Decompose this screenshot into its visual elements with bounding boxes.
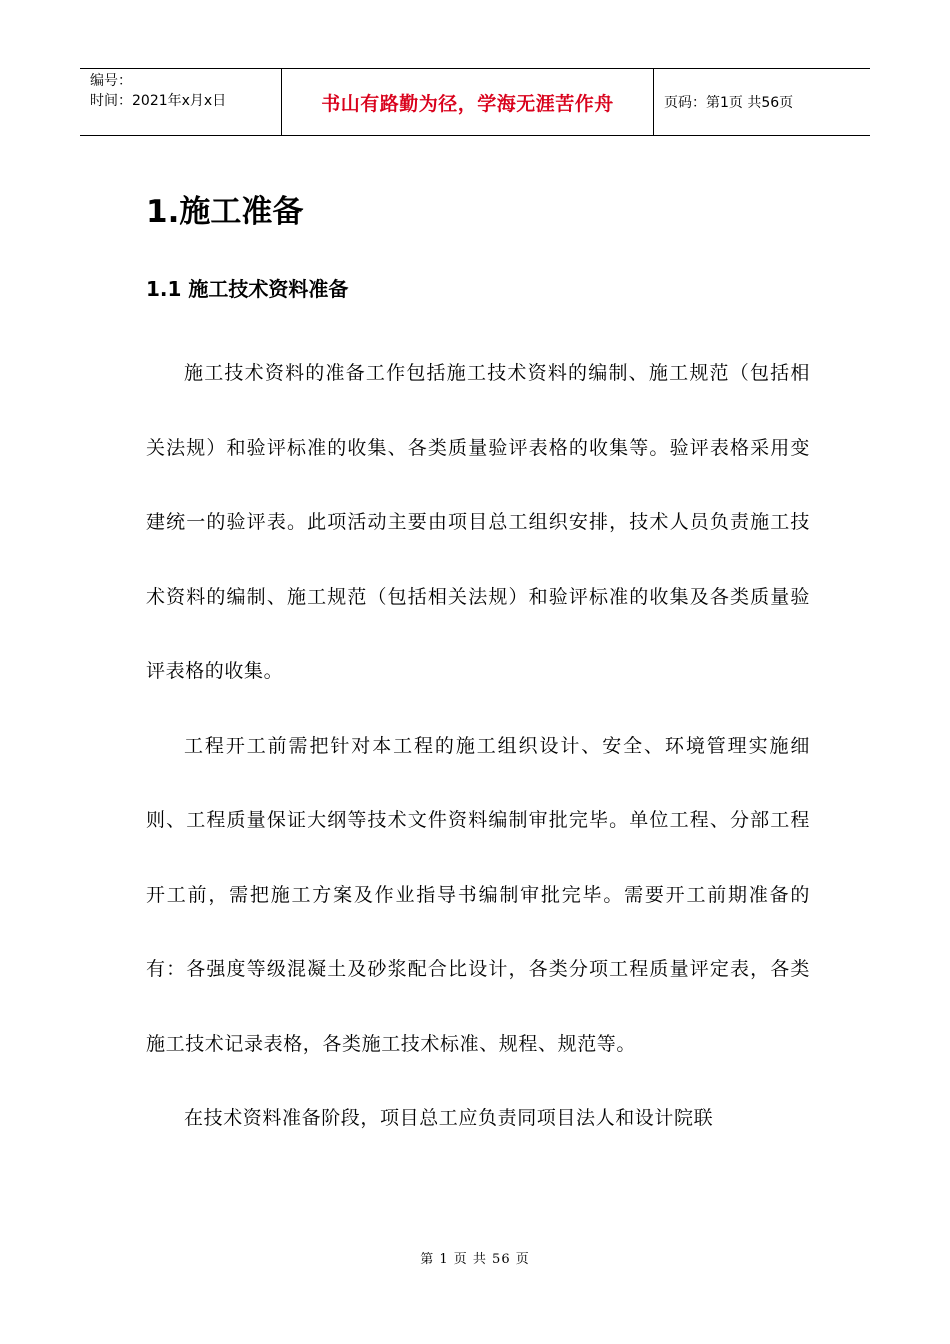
header-page-number: 页码：第1页 共56页 (664, 95, 794, 111)
paragraph: 施工技术资料的准备工作包括施工技术资料的编制、施工规范（包括相关法规）和验评标准的收集、各类质量验评表格的收集等。验评表格采用变建统一的验评表。此项活动主要由项目总工组织安排，技术人员负责施工技术资料的编制、施工规范（包括相关法规）和验评标准的收集及各类质量验评表格的收集。 (146, 362, 810, 682)
section-heading: 1.施工准备 (146, 194, 304, 230)
body-text (146, 336, 810, 1156)
page-footer: 第 1 页 共 56 页 (420, 1252, 530, 1267)
document-number-label: 编号： (90, 73, 132, 89)
subsection-heading: 1.1 施工技术资料准备 (146, 277, 349, 301)
header-motto: 书山有路勤为径，学海无涯苦作舟 (282, 69, 654, 135)
header-info-cell (80, 69, 282, 135)
paragraph: 在技术资料准备阶段，项目总工应负责同项目法人和设计院联 (184, 1107, 714, 1129)
paragraph: 工程开工前需把针对本工程的施工组织设计、安全、环境管理实施细则、工程质量保证大纲等技术文件资料编制审批完毕。单位工程、分部工程开工前，需把施工方案及作业指导书编制审批完毕。需要开工前期准备的有：各强度等级混凝土及砂浆配合比设计，各类分项工程质量评定表，各类施工技术记录表格，各类施工技术标准、规程、规范等。 (146, 734, 810, 1055)
header-table (80, 68, 870, 136)
document-date-label: 时间：2021年x月x日 (90, 93, 227, 109)
